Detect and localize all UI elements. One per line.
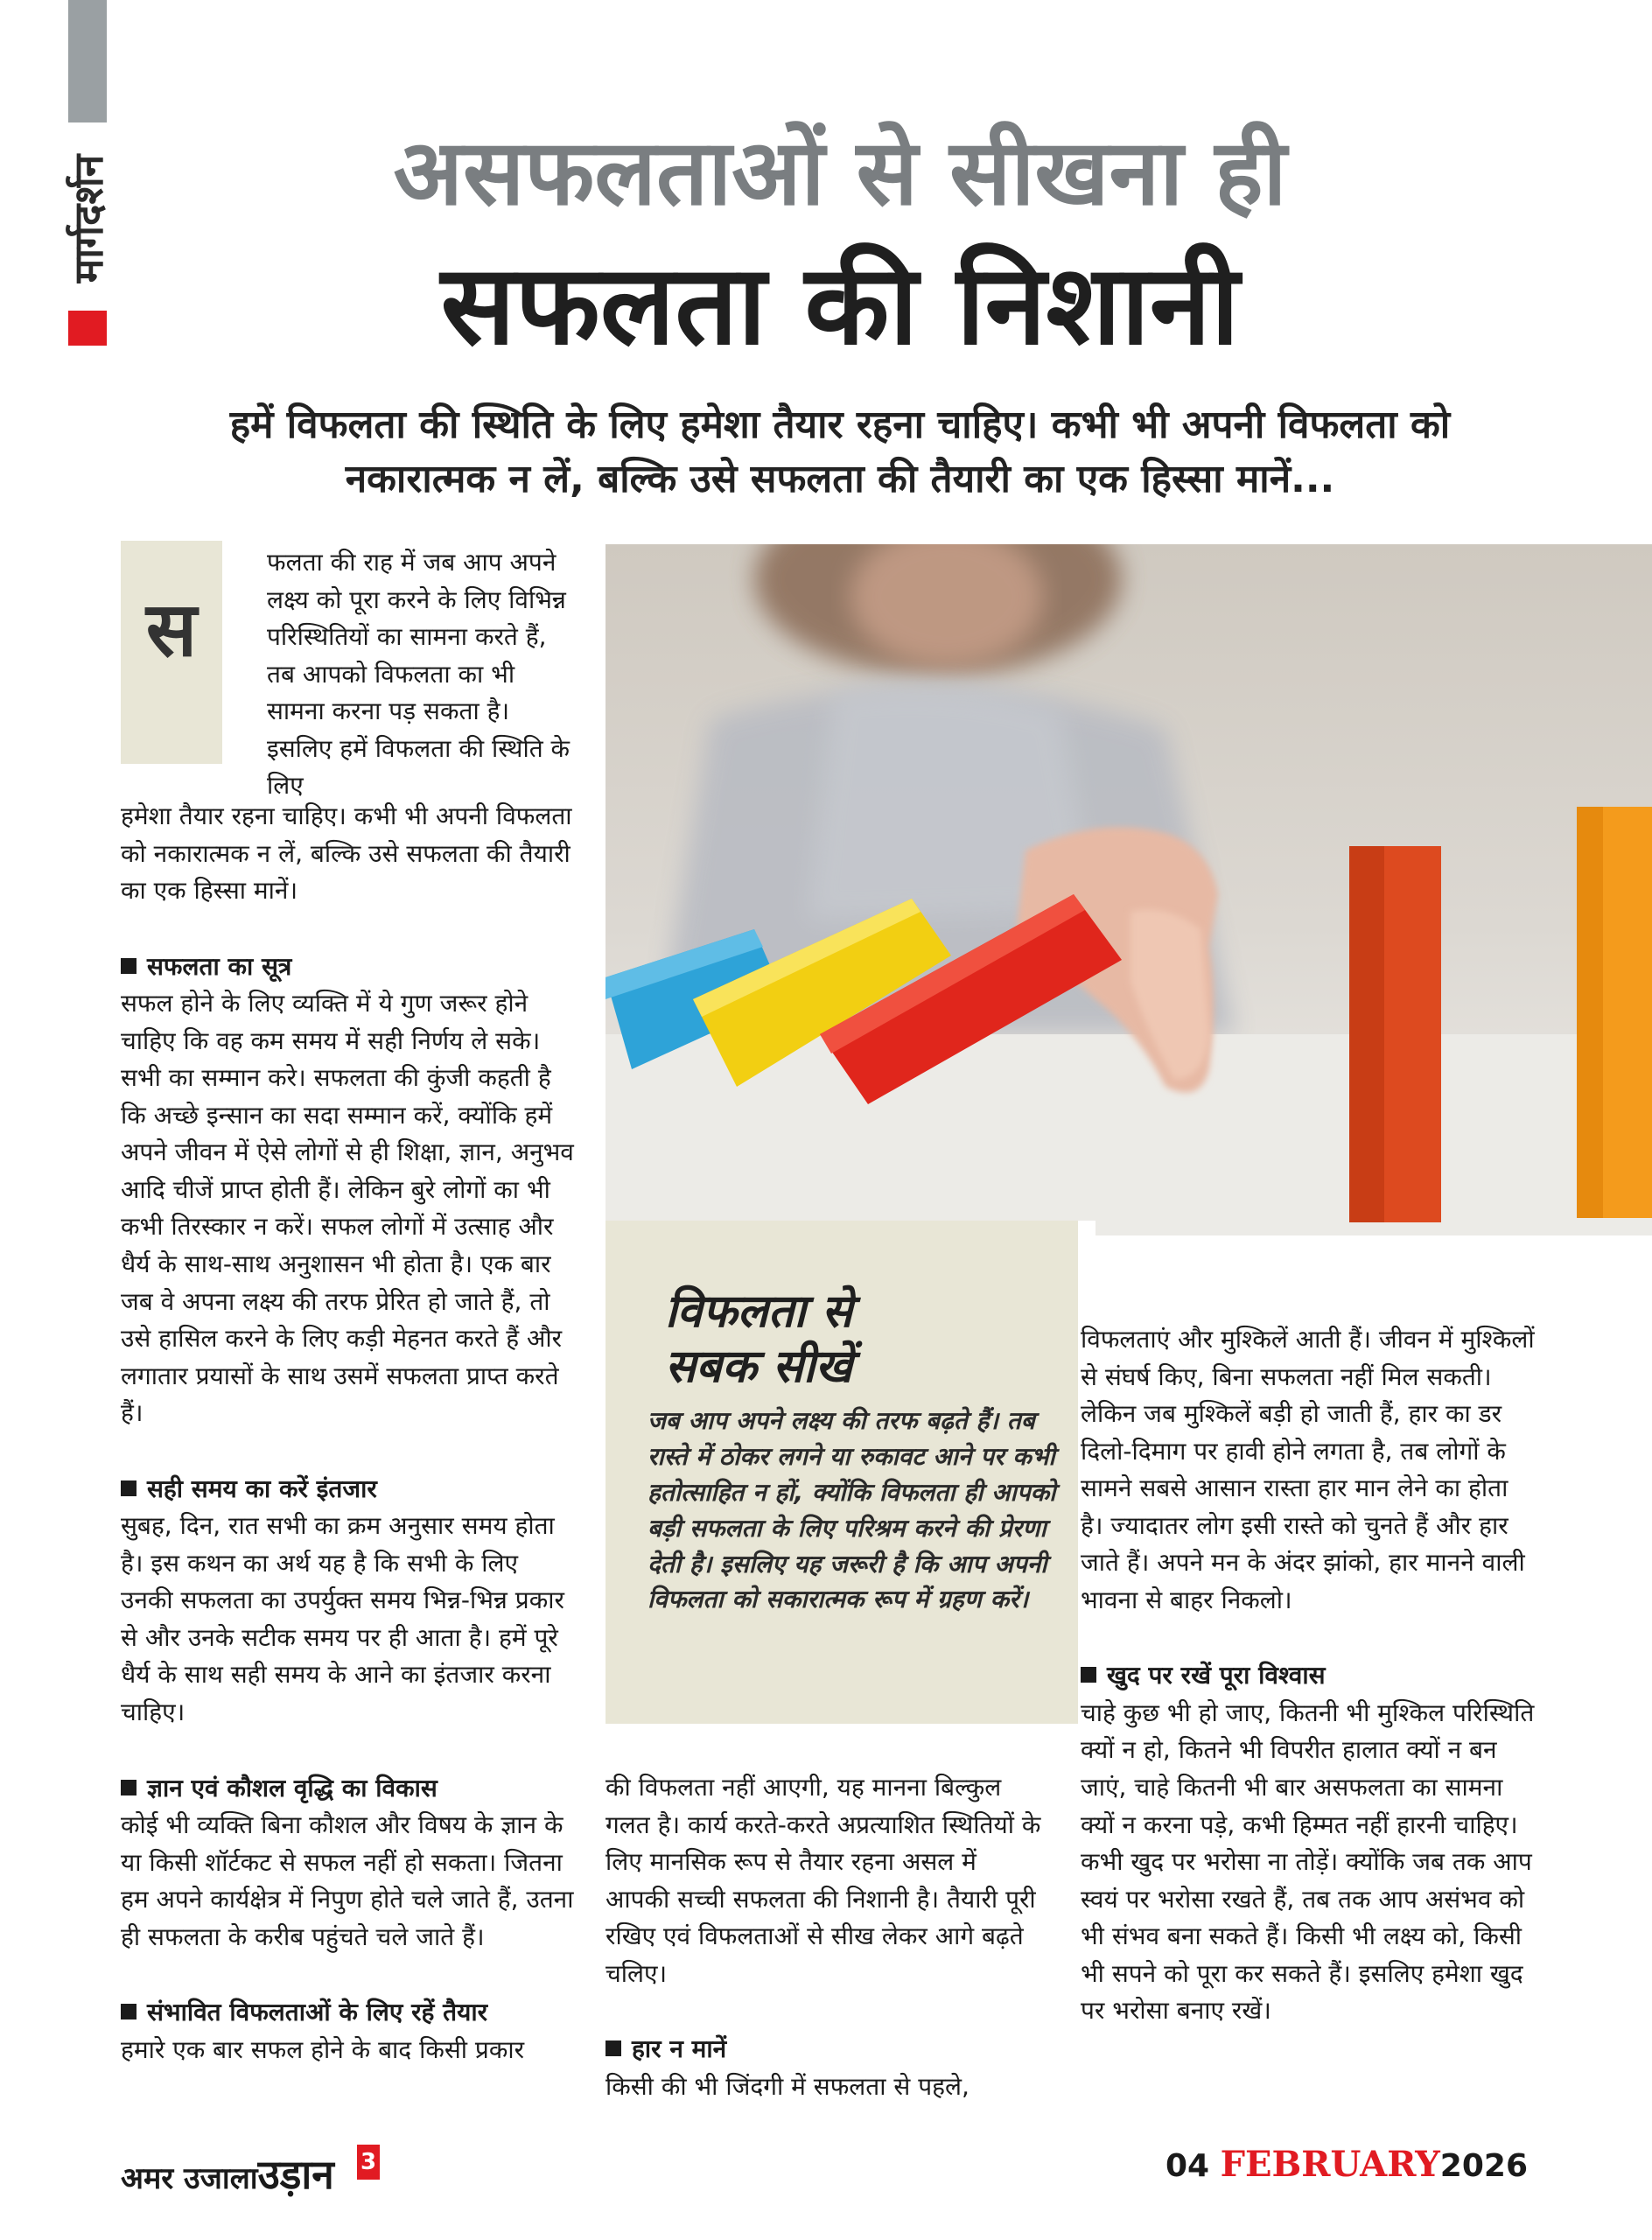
section-strip-red xyxy=(68,311,107,346)
intro-indented-text: फलता की राह में जब आप अपने लक्ष्य को पूरा करने के लिए विभिन्न परिस्थितियों का सामना करते हैं, तब आपको विफलता का भी सामना करना पड़ सकता है। इसलिए हमें विफलता की स्थिति के लिए xyxy=(267,548,570,801)
paragraph-ready-start: हमारे एक बार सफल होने के बाद किसी प्रकार xyxy=(121,2034,525,2064)
column-2 xyxy=(606,1769,1043,2105)
paragraph-never-give-up-start: किसी की भी जिंदगी में सफलता से पहले, xyxy=(606,2071,970,2101)
column-3 xyxy=(1081,1321,1537,2030)
section-strip-gray xyxy=(68,0,107,122)
callout-title-line-1: विफलता से xyxy=(665,1285,853,1338)
subheading-self-belief: खुद पर रखें पूरा विश्वास xyxy=(1081,1657,1537,1695)
footer-brand-name: अमर उजाला xyxy=(121,2161,258,2196)
deck-line-1: हमें विफलता की स्थिति के लिए हमेशा तैयार रहना चाहिए। कभी भी अपनी विफलता को xyxy=(229,402,1451,447)
page-number: 3 xyxy=(357,2145,380,2180)
subheading-knowledge: ज्ञान एवं कौशल वृद्धि का विकास xyxy=(121,1770,578,1808)
paragraph-ready-continued: की विफलता नहीं आएगी, यह मानना बिल्कुल गलत है। कार्य करते-करते अप्रत्याशित स्थितियों के लिए मानसिक रूप से तैयार रहना असल में आपकी सच्ची सफलता की निशानी है। तैयारी पूरी रखिए एवं विफलताओं से सीख लेकर आगे बढ़ते चलिए। xyxy=(606,1773,1041,1988)
deck-line-2: नकारात्मक न लें, बल्कि उसे सफलता की तैयारी का एक हिस्सा मानें... xyxy=(345,457,1335,502)
square-bullet-icon xyxy=(121,1780,136,1796)
square-bullet-icon xyxy=(121,2004,136,2020)
subheading-ready: संभावित विफलताओं के लिए रहें तैयार xyxy=(121,1994,578,2032)
subheading-wait: सही समय का करें इंतजार xyxy=(121,1471,578,1508)
subheading-never-give-up: हार न मानें xyxy=(606,2031,1043,2068)
footer-date-month: FEBRUARY xyxy=(1220,2144,1440,2185)
column-1 xyxy=(121,798,578,2068)
footer-date xyxy=(1166,2144,1528,2185)
paragraph-wait: सुबह, दिन, रात सभी का क्रम अनुसार समय होता है। इस कथन का अर्थ यह है कि सभी के लिए उनकी सफलता का उपर्युक्त समय भिन्न-भिन्न प्रकार से और उनके सटीक समय पर ही आता है। हमें पूरे धैर्य के साथ सही समय के आने का इंतजार करना चाहिए। xyxy=(121,1511,564,1727)
callout-text: जब आप अपने लक्ष्य की तरफ बढ़ते हैं। तब रास्ते में ठोकर लगने या रुकावट आने पर कभी हतोत्साहित न हों, क्योंकि विफलता ही आपको बड़ी सफलता के लिए परिश्रम करने की प्रेरणा देती है। इसलिए यह जरूरी है कि आप अपनी विफलता को सकारात्मक रूप में ग्रहण करें। xyxy=(648,1406,1056,1614)
paragraph-self-belief: चाहे कुछ भी हो जाए, कितनी भी मुश्किल परिस्थिति क्यों न हो, कितने भी विपरीत हालात क्यों न बन जाएं, चाहे कितनी भी बार असफलता का सामना क्यों न करना पड़े, कभी हिम्मत नहीं हारनी चाहिए। कभी खुद पर भरोसा ना तोड़ें। क्योंकि जब तक आप स्वयं पर भरोसा रखते हैं, तब तक आप असंभव को भी संभव बना सकते हैं। किसी भी लक्ष्य को, किसी भी सपने को पूरा कर सकते हैं। इसलिए हमेशा खुद पर भरोसा बनाए रखें। xyxy=(1081,1698,1535,2026)
dropcap-box xyxy=(121,541,222,764)
paragraph-formula: सफल होने के लिए व्यक्ति में ये गुण जरूर होने चाहिए कि वह कम समय में सही निर्णय ले सके। सभी का सम्मान करे। सफलता की कुंजी कहती है कि अच्छे इन्सान का सदा सम्मान करें, क्योंकि हमें अपने जीवन में ऐसे लोगों से ही शिक्षा, ज्ञान, अनुभव आदि चीजें प्राप्त होती हैं। लेकिन बुरे लोगों का भी कभी तिरस्कार न करें। सफल लोगों में उत्साह और धैर्य के साथ-साथ अनुशासन भी होता है। एक बार जब वे अपना लक्ष्य की तरफ प्रेरित हो जाते हैं, तो उसे हासिल करने के लिए कड़ी मेहनत करते हैं और लगातार प्रयासों के साथ उसमें सफलता प्राप्त करते हैं। xyxy=(121,989,574,1428)
footer-brand-logo xyxy=(121,2146,334,2201)
article-photo xyxy=(606,544,1652,1236)
headline-line-2: सफलता की निशानी xyxy=(440,241,1240,369)
square-bullet-icon xyxy=(606,2040,621,2056)
footer-date-year: 2026 xyxy=(1439,2148,1528,2184)
intro-continued-text: हमेशा तैयार रहना चाहिए। कभी भी अपनी विफलता को नकारात्मक न लें, बल्कि उसे सफलता की तैयारी का एक हिस्सा मानें। xyxy=(121,802,572,906)
footer-date-day: 04 xyxy=(1165,2148,1210,2184)
section-label: मार्गदर्शन xyxy=(65,154,112,284)
footer-brand-magazine: उड़ान xyxy=(257,2151,334,2198)
dropcap-letter: स xyxy=(145,585,198,674)
subheading-formula: सफलता का सूत्र xyxy=(121,948,578,986)
domino-photo-illustration xyxy=(606,544,1652,1236)
square-bullet-icon xyxy=(1081,1667,1096,1683)
deck xyxy=(131,398,1549,508)
callout-title-line-2: सबक सीखें xyxy=(665,1340,853,1394)
callout-title xyxy=(665,1284,1068,1396)
paragraph-never-give-up-continued: विफलताएं और मुश्किलें आती हैं। जीवन में मुश्किलों से संघर्ष किए, बिना सफलता नहीं मिल सकती। लेकिन जब मुश्किलें बड़ी हो जाती हैं, हार का डर दिलो-दिमाग पर हावी होने लगता है, तब लोगों के सामने सबसे आसान रास्ता हार मान लेने का होता है। ज्यादातर लोग इसी रास्ते को चुनते हैं और हार जाते हैं। अपने मन के अंदर झांको, हार मानने वाली भावना से बाहर निकलो। xyxy=(1081,1325,1535,1614)
square-bullet-icon xyxy=(121,1480,136,1496)
paragraph-knowledge: कोई भी व्यक्ति बिना कौशल और विषय के ज्ञान के या किसी शॉर्टकट से सफल नहीं हो सकता। जितना हम अपने कार्यक्षेत्र में निपुण होते चले जाते हैं, उतना ही सफलता के करीब पहुंचते चले जाते हैं। xyxy=(121,1810,574,1951)
square-bullet-icon xyxy=(121,958,136,974)
headline-line-1: असफलताओं से सीखना ही xyxy=(393,119,1287,226)
